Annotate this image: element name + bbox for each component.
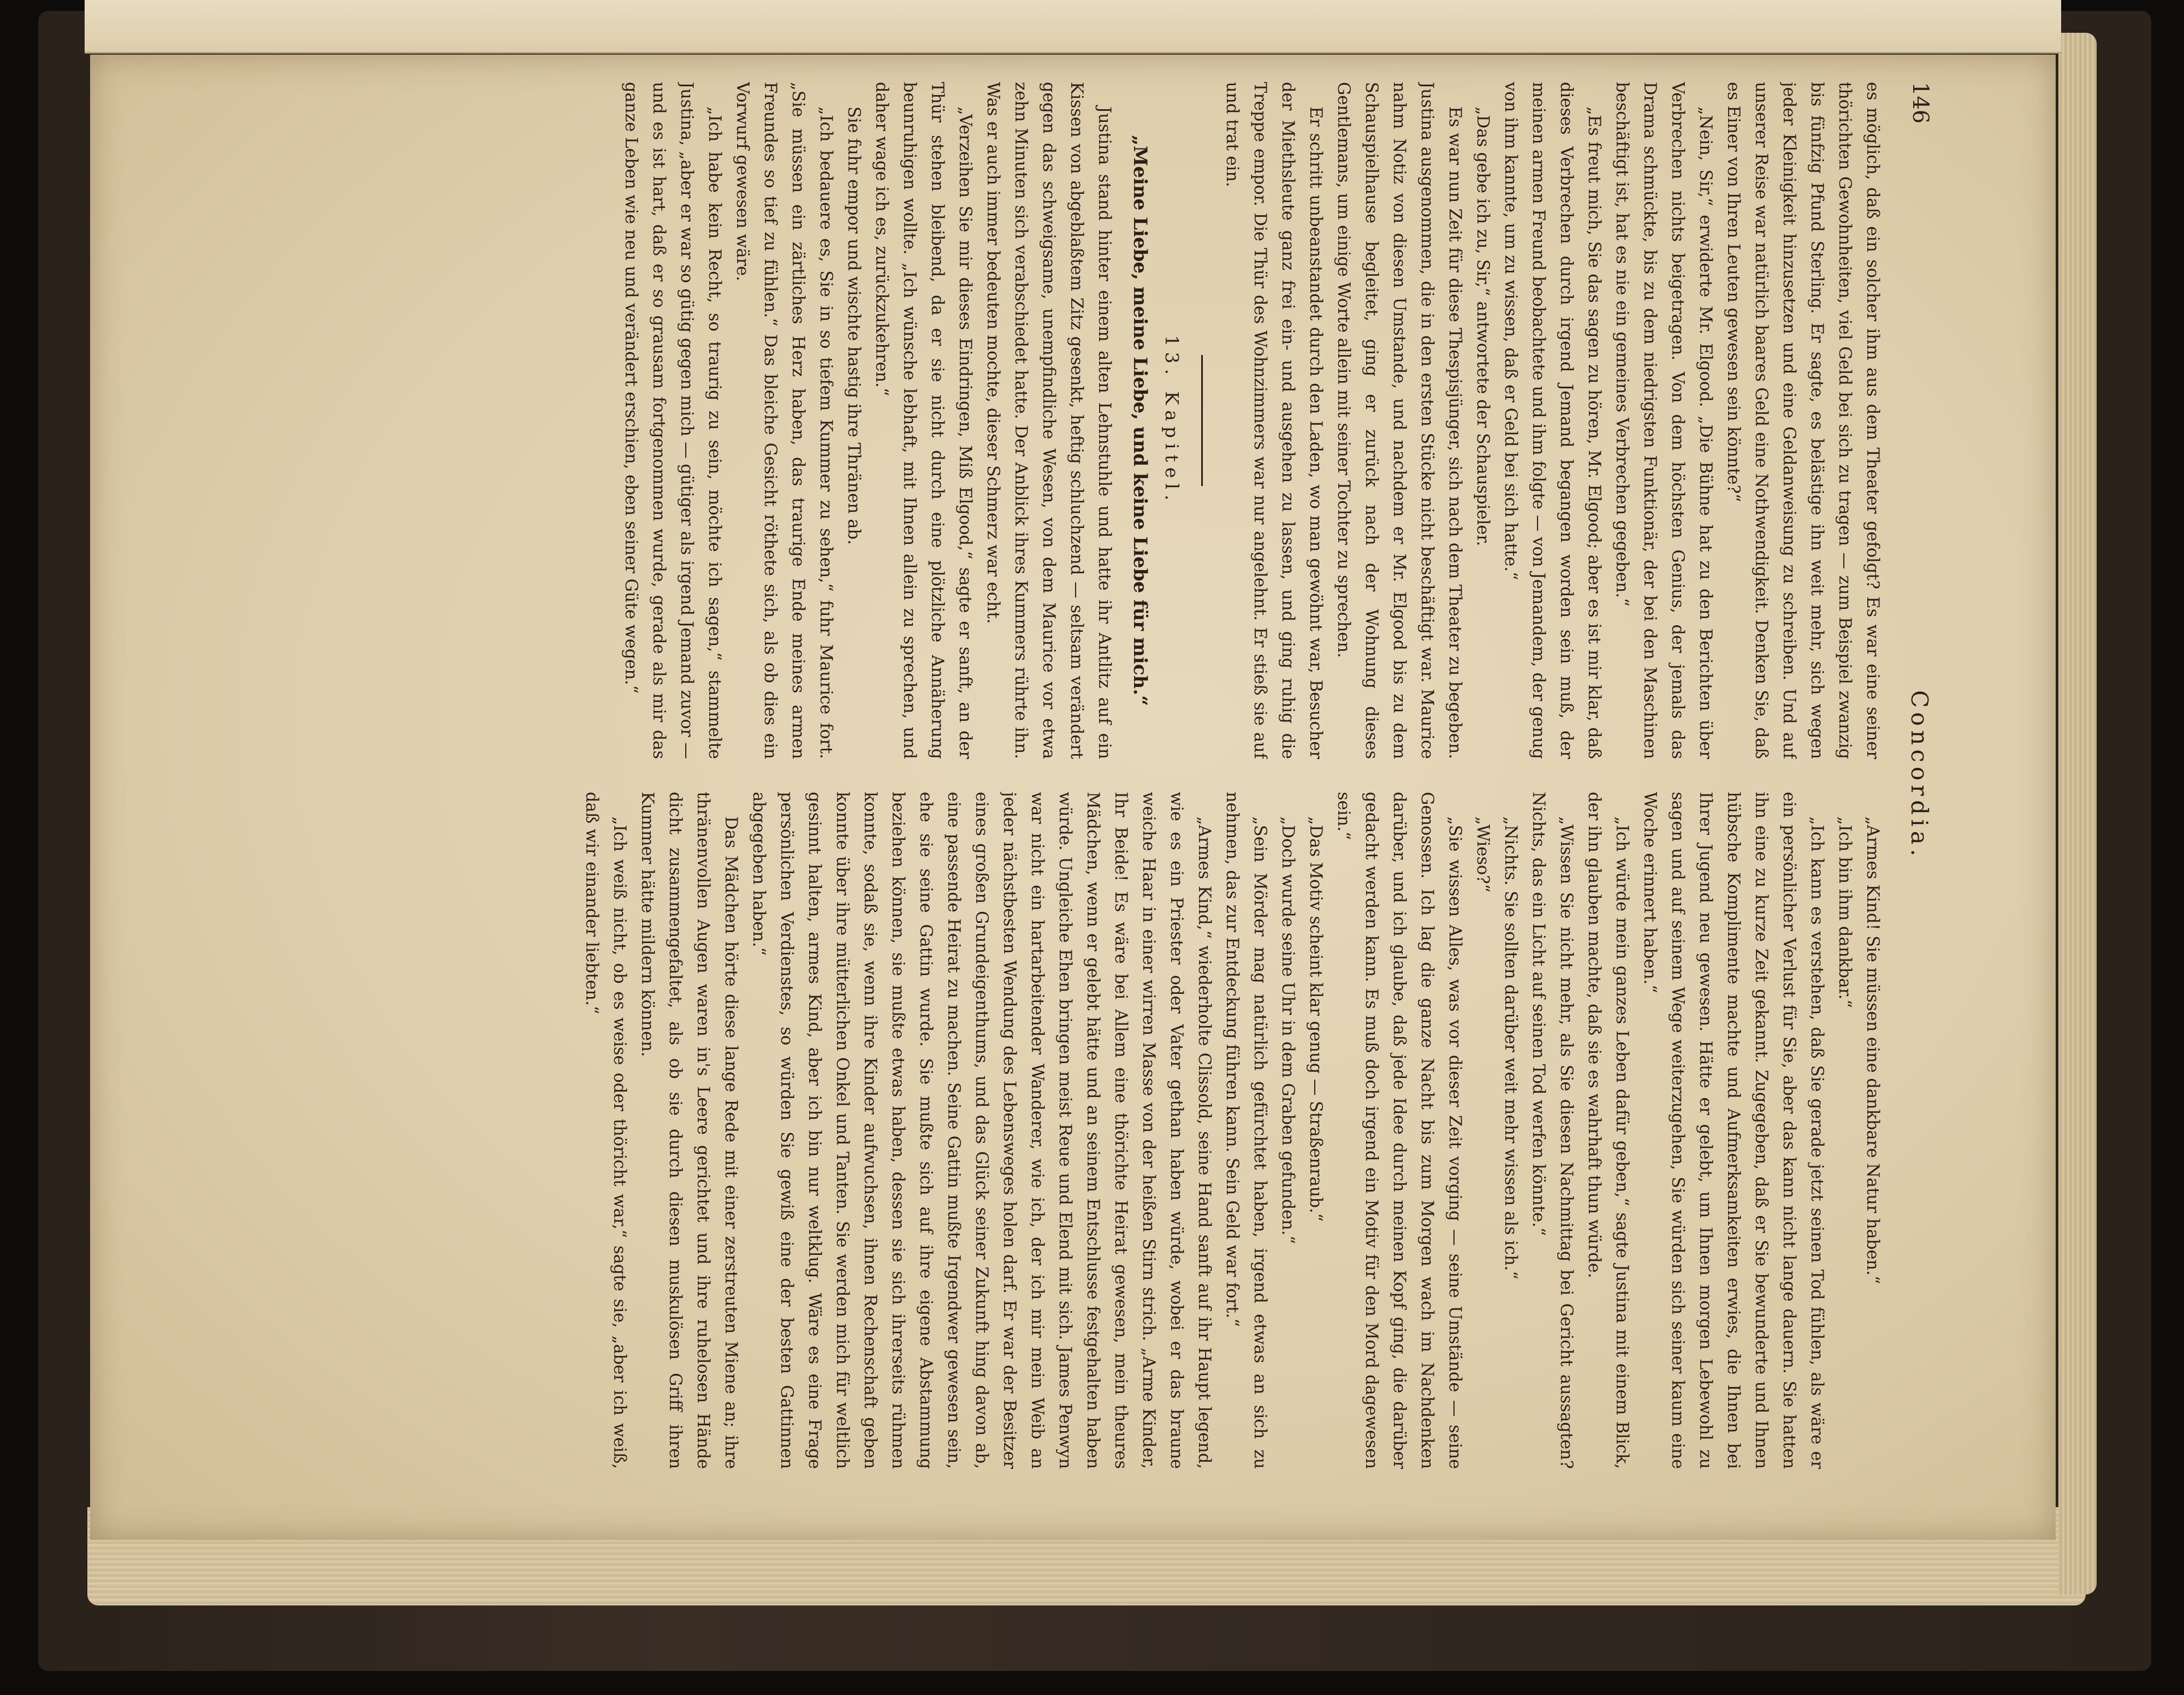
- paragraph: „Ich bedauere es, Sie in so tiefem Kummer zu sehen,“ fuhr Maurice fort. „Sie müssen ein zärtliches Herz haben, das traurige Ende meines armen Freundes so tief zu fühlen.“ Das bleiche Gesicht röthete sich, als ob dies ein Vorwurf gewesen wäre.: [733, 82, 835, 759]
- paragraph: Justina stand hinter einem alten Lehnstuhle und hatte ihr Antlitz auf ein Kissen von abgeblaßtem Zitz gesenkt, heftig schluchzend — seltsam verändert gegen das schweigsame, unempfindliche Wesen, von dem Maurice vor etwa zehn Minuten sich verabschiedet hatte. Der Anblick ihres Kummers rührte ihn. Was er auch immer bedeuten mochte, dieser Schmerz war echt.: [983, 82, 1114, 759]
- facing-page-edge: [85, 0, 2061, 54]
- paragraph: „Wieso?“: [1473, 816, 1492, 893]
- paragraph: „Sie wissen Alles, was vor dieser Zeit vorging — seine Umstände — seine Genossen. Ich lag die ganze Nacht bis zum Morgen wach im Nachdenken darüber, und ich glaube, daß jede Idee durch meinen Kopf ging, die darüber gedacht werden kann. Es muß doch irgend ein Motiv für den Mord dagewesen sein.“: [1334, 792, 1464, 1469]
- paragraph: „Ich weiß nicht, ob es weise oder thöricht war,“ sagte sie, „aber ich weiß, daß wir einander liebten.“: [582, 792, 629, 1469]
- paragraph: es möglich, daß ein solcher ihm aus dem Theater gefolgt? Es war eine seiner thörichten Gewohnheiten, viel Geld bei sich zu tragen — zum Beispiel zwanzig bis fünfzig Pfund Sterling. Er sagte, es belästige ihn weit mehr, sich wegen jeder Kleinigkeit hinzusetzen und eine Geldanweisung zu schreiben. Und auf unserer Reise war natürlich baares Geld eine Nothwendigkeit. Denken Sie, daß es Einer von Ihren Leuten gewesen sein könnte?“: [1724, 82, 1882, 759]
- page-edge-stack-right: [2058, 33, 2097, 1595]
- paragraph: „Armes Kind,“ wiederholte Clissold, seine Hand sanft auf ihr Haupt legend, wie es ein Priester oder Vater gethan haben würde, wobei er das braune weiche Haar in einer wirren Masse von der heißen Stirn strich. „Arme Kinder, Ihr Beide! Es wäre bei Allem eine thörichte Heirat gewesen, mein theures Mädchen, wenn er gelebt hätte und an seinem Entschlusse festgehalten haben würde. Ungleiche Ehen bringen meist Reue und Elend mit sich. James Penwyn war nicht ein hartarbeitender Wanderer, wie ich, der ich mir mein Weib an jeder nächstbesten Wendung des Lebensweges holen darf. Er war der Besitzer eines großen Grundeigenthums, und das Glück seiner Zukunft hing davon ab, eine passende Heirat zu machen. Seine Gattin mußte Irgendwer gewesen sein, ehe sie seine Gattin wurde. Sie mußte sich auf ihre eigene Abstammung beziehen können, sie mußte etwas haben, dessen sie sich ihrerseits rühmen konnte, sodaß sie, wenn ihre Kinder aufwuchsen, ihnen Rechenschaft geben konnte über ihre mütterlichen Onkel und Tanten. Sie werden mich für weltlich gesinnt halten, armes Kind, aber ich bin nur weltklug. Wäre es eine Frage persönlichen Verdienstes, so würden Sie gewiß eine der besten Gattinnen abgegeben haben.“: [749, 792, 1214, 1469]
- paragraph: „Wissen Sie nicht mehr, als Sie diesen Nachmittag bei Gericht aussagten? Nichts, das ein Licht auf seinen Tod werfen könnte.“: [1529, 792, 1576, 1469]
- paragraph: „Nein, Sir,“ erwiderte Mr. Elgood. „Die Bühne hat zu den Berichten über Verbrechen nichts beigetragen. Von dem höchsten Genius, der jemals das Drama schmückte, bis zu dem niedrigsten Funktionär, der bei den Maschinen beschäftigt ist, hat es nie ein gemeines Verbrechen gegeben.“: [1612, 82, 1715, 759]
- journal-title: Concordia.: [1906, 690, 1933, 861]
- chapter-number: 13. Kapitel.: [1161, 335, 1183, 506]
- paragraph: „Verzeihen Sie mir dieses Eindringen, Miß Elgood,“ sagte er sanft, an der Thür stehen bleibend, da er sie nicht durch eine plötzliche Annäherung beunruhigen wollte. „Ich wünsche lebhaft, mit Ihnen allein zu sprechen, und daher wage ich es, zurückzukehren.“: [872, 82, 975, 759]
- paragraph: Das Mädchen hörte diese lange Rede mit einer zerstreuten Miene an; ihre thränenvollen Augen waren in's Leere gerichtet und ihre ruhelosen Hände dicht zusammengefaltet, als ob sie durch diesen muskulösen Griff ihren Kummer hätte mildern können.: [638, 792, 740, 1469]
- paragraph: „Das Motiv scheint klar genug — Straßenraub.“: [1306, 816, 1325, 1222]
- chapter-title: „Meine Liebe, meine Liebe, und keine Liebe für mich.“: [1129, 135, 1151, 706]
- paragraph: „Doch wurde seine Uhr in dem Graben gefunden.“: [1278, 816, 1297, 1244]
- paragraph: „Ich kann es verstehen, daß Sie gerade jetzt seinen Tod fühlen, als wäre er ein persönlicher Verlust für Sie, aber das kann nicht lange dauern. Sie hatten ihn eine zu kurze Zeit gekannt. Zugegeben, daß er Sie bewunderte und Ihnen hübsche Komplimente machte und Aufmerksamkeiten erwies, die Ihnen bei Ihrer Jugend neu gewesen. Hätte er gelebt, um Ihnen morgen Lebewohl zu sagen und auf seinem Wege weiterzugehen, Sie würden sich seiner kaum eine Woche erinnert haben.“: [1640, 792, 1826, 1469]
- paragraph: „Ich würde mein ganzes Leben dafür geben,“ sagte Justina mit einem Blick, der ihn glauben machte, daß sie es wahrhaft thun würde.: [1584, 792, 1631, 1469]
- paragraph: „Ich bin ihm dankbar.“: [1835, 816, 1854, 1008]
- paragraph: Es war nun Zeit für diese Thespisjünger, sich nach dem Theater zu begeben. Justina ausgenommen, die in den ersten Stücke nicht beschäftigt war. Maurice nahm Notiz von diesen Umstande, und nachdem er Mr. Elgood bis zu dem Schauspielhause begleitet, ging er zurück nach der Wohnung dieses Gentlemans, um einige Worte allein mit seiner Tochter zu sprechen.: [1334, 82, 1464, 759]
- page-number: 146: [1908, 82, 1933, 124]
- text-column-right: [167, 792, 1886, 1469]
- paragraph: „Nichts. Sie sollten darüber weit mehr wissen als ich.“: [1501, 816, 1520, 1279]
- paragraph: „Das gebe ich zu, Sir,“ antwortete der Schauspieler.: [1473, 106, 1492, 547]
- page-content-rotated: [147, 82, 1938, 1469]
- paragraph: Sie fuhr empor und wischte hastig ihre Thränen ab.: [844, 106, 863, 545]
- running-head: [1895, 82, 1938, 1469]
- paragraph: Er schritt unbeanstandet durch den Laden, wo man gewöhnt war, Besucher der Miethsleute ganz frei ein- und ausgehen zu lassen, und ging ruhig die Treppe empor. Die Thür des Wohnzimmers war nur angelehnt. Er stieß sie auf und trat ein.: [1222, 82, 1325, 759]
- section-divider-rule: [1201, 355, 1203, 486]
- paragraph: „Ich habe kein Recht, so traurig zu sein, möchte ich sagen,“ stammelte Justina, „aber er war so gütig gegen mich — gütiger als irgend Jemand zuvor — und es ist hart, daß er so grausam fortgenommen wurde, gerade als mir das ganze Leben wie neu und verändert erschien, eben seiner Güte wegen.“: [621, 82, 724, 759]
- text-column-left: [167, 82, 1886, 759]
- paragraph: „Armes Kind! Sie müssen eine dankbare Natur haben.“: [1863, 816, 1882, 1284]
- paragraph: „Sein Mörder mag natürlich gefürchtet haben, irgend etwas an sich zu nehmen, das zur Entdeckung führen kann. Sein Geld war fort.“: [1222, 792, 1269, 1469]
- paragraph: „Es freut mich, Sie das sagen zu hören, Mr. Elgood; aber es ist mir klar, daß dieses Verbrechen durch irgend Jemand begangen worden sein muß, der meinen armen Freund beobachtete und ihm folgte — von Jemandem, der genug von ihm kannte, um zu wissen, daß er Geld bei sich hatte.“: [1501, 82, 1604, 759]
